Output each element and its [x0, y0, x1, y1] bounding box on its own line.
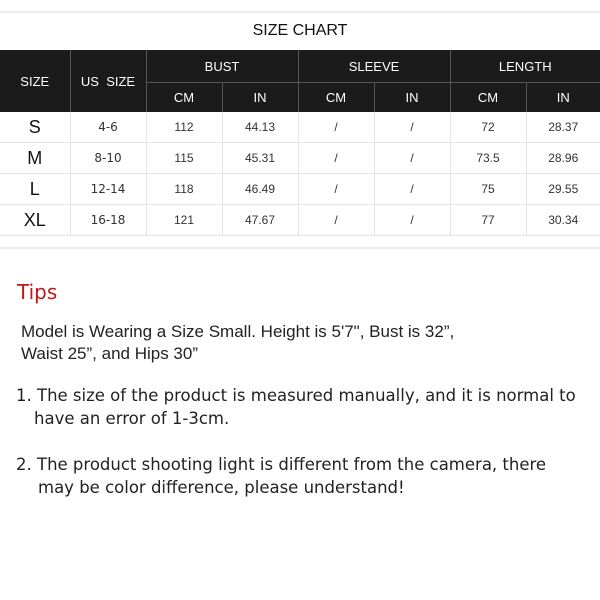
table-row [0, 174, 600, 205]
header-bust: BUST [146, 50, 298, 83]
sleeve-cm-cell: / [298, 174, 374, 205]
header-us-size: US SIZE [70, 50, 146, 112]
header-sleeve-in: IN [374, 83, 450, 113]
us-size-cell: 4-6 [70, 112, 146, 143]
header-length-cm: CM [450, 83, 526, 113]
sleeve-cm-cell: / [298, 112, 374, 143]
sleeve-cm-cell: / [298, 205, 374, 236]
length-cm-cell: 77 [450, 205, 526, 236]
length-in-cell: 28.37 [526, 112, 600, 143]
sleeve-in-cell: / [374, 143, 450, 174]
length-in-cell: 28.96 [526, 143, 600, 174]
size-cell: L [0, 174, 70, 205]
bottom-divider [0, 247, 600, 249]
size-cell: S [0, 112, 70, 143]
header-bust-in: IN [222, 83, 298, 113]
header-sleeve-cm: CM [298, 83, 374, 113]
model-note [21, 321, 561, 365]
header-size: SIZE [0, 50, 70, 112]
header-bust-cm: CM [146, 83, 222, 113]
table-row [0, 143, 600, 174]
sleeve-in-cell: / [374, 174, 450, 205]
bust-cm-cell: 115 [146, 143, 222, 174]
tips-heading: Tips [17, 280, 58, 304]
length-cm-cell: 75 [450, 174, 526, 205]
bust-cm-cell: 118 [146, 174, 222, 205]
length-cm-cell: 72 [450, 112, 526, 143]
sleeve-cm-cell: / [298, 143, 374, 174]
header-sleeve: SLEEVE [298, 50, 450, 83]
sleeve-in-cell: / [374, 112, 450, 143]
tip-note-2 [16, 453, 591, 499]
tip-note-2-line: may be color difference, please understand! [38, 478, 405, 497]
table-row [0, 112, 600, 143]
tip-note-1-line: have an error of 1-3cm. [34, 409, 230, 428]
us-size-cell: 16-18 [70, 205, 146, 236]
length-in-cell: 30.34 [526, 205, 600, 236]
tip-note-1 [16, 384, 591, 430]
us-size-cell: 8-10 [70, 143, 146, 174]
bust-cm-cell: 121 [146, 205, 222, 236]
chart-title: SIZE CHART [252, 22, 348, 39]
length-in-cell: 29.55 [526, 174, 600, 205]
top-divider [0, 11, 600, 13]
bust-in-cell: 45.31 [222, 143, 298, 174]
tip-note-1-line: 1. The size of the product is measured manually, and it is normal to [16, 386, 576, 405]
model-note-line: Waist 25”, and Hips 30” [21, 344, 198, 363]
length-cm-cell: 73.5 [450, 143, 526, 174]
sleeve-in-cell: / [374, 205, 450, 236]
header-length-in: IN [526, 83, 600, 113]
bust-in-cell: 47.67 [222, 205, 298, 236]
header-length: LENGTH [450, 50, 600, 83]
bust-in-cell: 46.49 [222, 174, 298, 205]
size-table [0, 50, 600, 236]
tip-note-2-line: 2. The product shooting light is different from the camera, there [16, 455, 547, 474]
bust-cm-cell: 112 [146, 112, 222, 143]
us-size-cell: 12-14 [70, 174, 146, 205]
model-note-line: Model is Wearing a Size Small. Height is 5'7", Bust is 32”, [21, 322, 455, 341]
bust-in-cell: 44.13 [222, 112, 298, 143]
size-cell: XL [0, 205, 70, 236]
size-cell: M [0, 143, 70, 174]
table-row [0, 205, 600, 236]
